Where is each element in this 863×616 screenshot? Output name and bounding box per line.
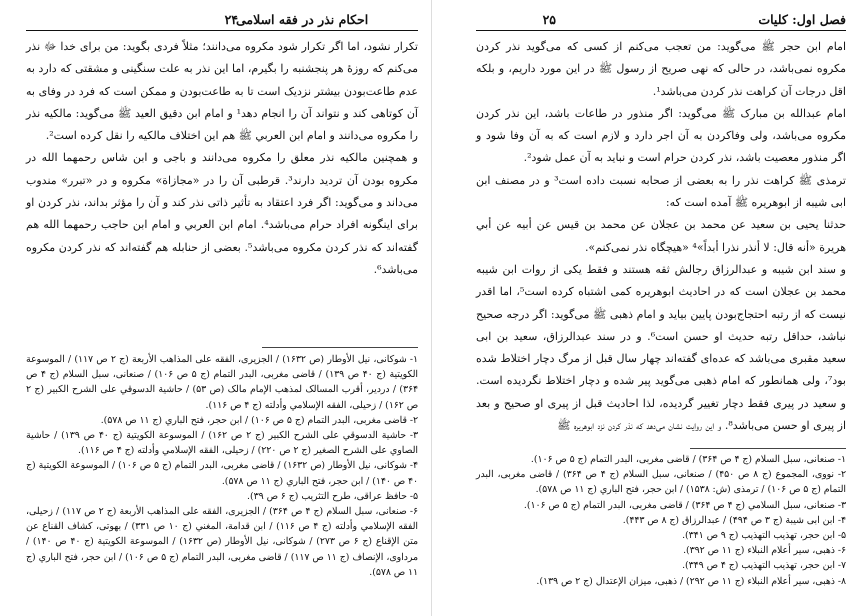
footnote: ۶- ذهبی، سیر أعلام النبلاء (ج ۱۱ ص ۳۹۲). [683,545,846,557]
footnote-rule [690,448,846,449]
page-number: ۲۵ [542,12,556,27]
footnote: ۲- قاضی مغربی، البدر التمام (ج ۵ ص ۱۰۶) / ابن حجر، فتح الباري (ج ۱۱ ص ۵۷۸). [100,414,418,426]
footnote: ۱- صنعانی، سبل السلام (ج ۴ ص ۳۶۴) / قاضی مغربی، البدر التمام (ج ۵ ص ۱۰۶). [530,454,846,465]
paragraph: تکرار نشود، اما اگر تکرار شود مکروه می‌دانند؛ مثلاً فردی بگوید: من برای خدا ﷻ نذر می‌کنم که روزهٔ هر پنجشنبه را بگیرم، اما این نذر به علت سنگینی و مشقتی که دارد به عدم طاعت‌بودن بیشتر نزدیک است تا به طاعت‌بودن و ممکن است که فرد در وفای به آن کوتاهی کند و نتواند آن را انجام دهد¹ و امام ابن دقیق العید ﷺ می‌گوید: مالکیه نذر را مکروه می‌دانند و امام ابن العربي ﷺ هم این اختلاف مالکیه را نقل کرده است². [26,40,418,143]
footnote: ۵- حافظ عراقی، طرح التثریب (ج ۶ ص ۳۹). [247,490,418,502]
footnote: ۷- ابن حجر، تهذیب التهذیب (ج ۴ ص ۳۴۹). [682,560,846,572]
footnote-rule [262,347,418,348]
paragraph: و سند ابن شیبه و عبدالرزاق رجالش ثقه هستند و فقط یکی از روات ابن شیبه محمد بن عجلان است که در احادیث ابوهریره کمی اشتباه کرده است⁵، اما اقدر نیست که از رتبه احتجاج‌بودن پایین بیاید و امام ذهبی ﷺ می‌گوید: اگر درجه صحیح نباشد، حداقل رتبه حدیث او حسن است⁶. و در سند عبدالرزاق، سعید بن ابی سعید مقبری می‌باشد که عده‌ای گفته‌اند چهار سال قبل از مرگ دچار اختلاط شده بود⁷، ولی همانطور که امام ذهبی می‌گوید پیر شده و دچار اختلاط نگردیده است. و سعید در پیری فقط دچار تغییر گردیده، لذا احادیث قبل از پیری او صحیح و بعد از پیری او حسن می‌باشد⁸. و این روایت نشان می‌دهد که نذر کردن نزد ابوهریره ﷺ [476,262,846,433]
footnote: ۲- نووی، المجموع (ج ۸ ص ۴۵۰) / صنعانی، سبل السلام (ج ۴ ص ۳۶۴) / قاضی مغربی، البدر التمام (ج ۵ ص ۱۰۶) / ترمذی (ش: ۱۵۳۸) / ابن حجر، فتح الباري (ج ۱۱ ص ۵۷۸). [476,469,847,496]
main-text [476,36,846,437]
footnote: ۶- صنعانی، سبل السلام (ج ۴ ص ۳۶۴) / الجزیری، الفقه علی المذاهب الأربعة (ج ۲ ص ۱۱۷) / زحیلی، الفقه الإسلامي وأدلته (ج ۴ ص ۱۱۶) / ابن قدامة، المغني (ج ۱۰ ص ۳۳۱) / بهوتی، کشاف القناع عن متن الإقناع (ج ۶ ص ۲۷۳) / شوکانی، نیل الأوطار (ص ۱۶۳۲) / الموسوعة الکویتیة (ج ۴۰ ص ۱۴۰) / مرداوی، الإنصاف (ج ۱۱ ص ۱۱۷) / قاضی مغربی، البدر التمام (ج ۵ ص ۱۰۶) / ابن حجر، فتح الباري (ج ۱۱ ص ۵۷۸). [26,506,418,578]
paragraph: امام ابن حجر ﷺ می‌گوید: من تعجب می‌کنم از کسی که می‌گوید نذر کردن مکروه نمی‌باشد، در حالی که نهی صریح از رسول ﷺ در این مورد داریم، و بلکه اقل درجات آن کراهت نذر کردن می‌باشد¹. [476,40,846,98]
footnote: ۱- شوکانی، نیل الأوطار (ص ۱۶۳۲) / الجزیری، الفقه علی المذاهب الأربعة (ج ۲ ص ۱۱۷) / الموسوعة الکویتیة (ج ۴۰ ص ۱۳۹) / قاضی مغربی، البدر التمام (ج ۵ ص ۱۰۶) / صنعانی، سبل السلام (ج ۴ ص ۳۶۴) / دردیر، أقرب المسالک لمذهب الإمام مالک (ص ۵۳) / حاشیة الدسوقي علی الشرح الکبیر (ج ۲ ص ۱۶۲) / زحیلی، الفقه الإسلامي وأدلته (ج ۴ ص ۱۱۶). [26,354,419,411]
header-title: فصل اول: کلیات [758,12,846,27]
page-number: ۲۴ [224,12,238,27]
main-text [26,36,418,281]
footnote: ۵- ابن حجر، تهذیب التهذیب (ج ۹ ص ۳۴۱). [682,530,846,542]
footnote: ۳- حاشیة الدسوقي علی الشرح الکبیر (ج ۲ ص ۱۶۲) / الموسوعة الکویتیة (ج ۴۰ ص ۱۳۹) / حاشیة الصاوي علی الشرح الصغیر (ج ۲ ص ۲۲۰) / زحیلی، الفقه الإسلامي وأدلته (ج ۴ ص ۱۱۶). [26,430,419,457]
page-24 [0,0,431,616]
footnote: ۴- شوکانی، نیل الأوطار (ص ۱۶۳۲) / قاضی مغربی، البدر التمام (ج ۵ ص ۱۰۶) / الموسوعة الکویتیة (ج ۴۰ ص ۱۴۰) / ابن حجر، فتح الباري (ج ۱۱ ص ۵۷۸). [26,460,419,487]
running-header [26,8,418,30]
header-title: احکام نذر در فقه اسلامی [236,12,369,27]
footnote: ۳- صنعانی، سبل السلامي (ج ۴ ص ۳۶۴) / قاضی مغربی، البدر التمام (ج ۵ ص ۱۰۶). [523,499,846,511]
paragraph: و همچنین مالکیه نذر معلق را مکروه می‌دانند و باجی و ابن شاس رحمهما الله در مکروه بودن آن تردید دارند³. قرطبی آن را در «مجازاة» مکروه و در «تبرر» مندوب می‌داند و می‌گوید: اگر فرد اعتقاد به تأثیر ذاتی نذر کند و آن را مؤثر بداند، نذر کردن او برای اینگونه افراد حرام می‌باشد⁴. امام ابن العربي و امام ابن حاجب رحمهما الله هم گفته‌اند که نذر کردن مکروه می‌باشد⁵. بعضی از حنابله هم گفته‌اند که نذر کردن مکروه می‌باشد⁶. [26,151,418,276]
quote-paragraph: حدثنا يحيى بن سعيد عن محمد بن عجلان عن محمد بن قيس عن أبيه عن أبي هريرة «أنه قال: لا أنذر نذرا أبداً»⁴ «هیچگاه نذر نمی‌کنم». [476,218,846,254]
running-header [476,8,846,30]
footnote: ۴- ابن ابی شیبة (ج ۳ ص ۴۹۴) / عبدالرزاق (ج ۸ ص ۴۴۳). [622,514,846,526]
header-rule [26,30,418,31]
footnotes [26,352,418,580]
header-rule [476,30,846,31]
footnote: ۸- ذهبی، سیر أعلام النبلاء (ج ۱۱ ص ۲۹۲) / ذهبی، میزان الإعتدال (ج ۲ ص ۱۳۹). [536,575,846,587]
paragraph: امام عبدالله بن مبارک ﷺ می‌گوید: اگر منذور در طاعات باشد، این نذر کردن مکروه می‌باشد، ولی وفاکردن به آن اجر دارد و لازم است که به آن وفا شود و اگر منذور معصیت باشد، نذر کردن حرام است و نباید به آن عمل شود². [476,106,846,165]
page-25 [432,0,863,616]
paragraph: ترمذی ﷺ کراهت نذر را به بعضی از صحابه نسبت داده است³ و در مصنف ابن ابی شیبه از ابوهریره ﷺ آمده است که: [476,173,846,210]
footnotes [476,452,846,589]
